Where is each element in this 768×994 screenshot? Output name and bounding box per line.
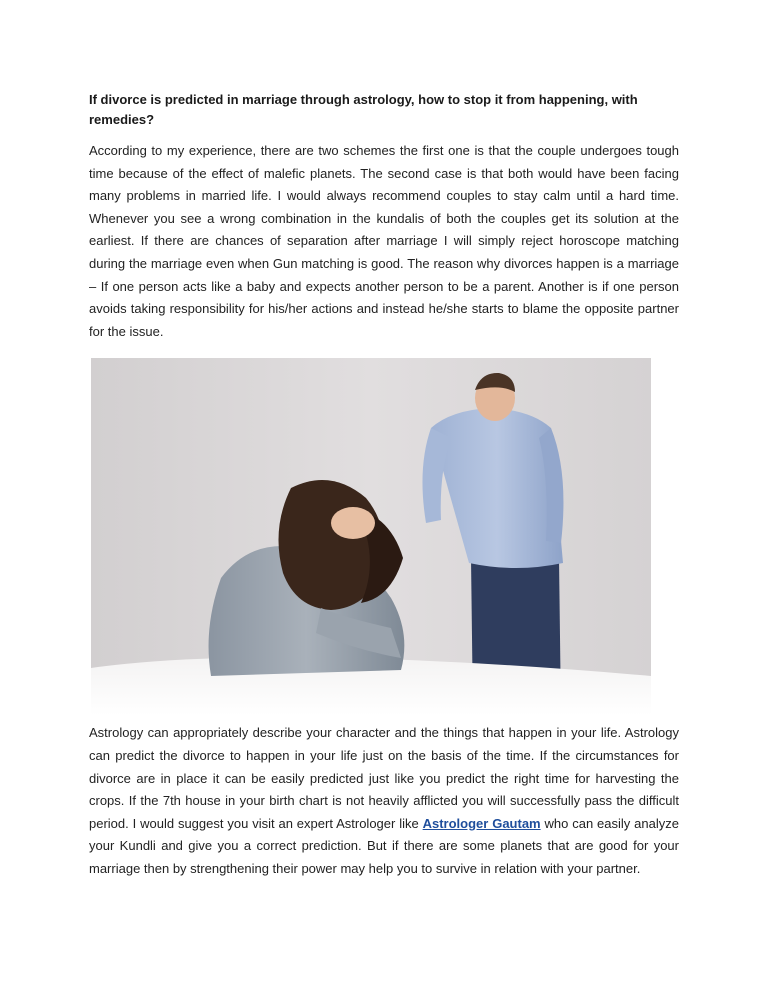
couple-photo	[91, 358, 651, 716]
astrology-paragraph	[89, 722, 679, 880]
article-title: If divorce is predicted in marriage through astrology, how to stop it from happening, with remedies?	[89, 92, 638, 127]
article-body	[89, 90, 679, 881]
astrology-paragraph-tail: who can easily analyze your Kundli and give you a correct prediction. But if there are some planets that are good for your marriage then by strengthening their power may help you to survive in relation with your partner.	[89, 815, 679, 876]
astrology-paragraph-lead: Astrology can appropriately describe your character and the things that happen in your life. Astrology can predict the divorce to happen in your life just on the basis of the time. If the circumstances for divorce are in place it can be easily predicted just like you predict the right time for harvesting the crops. If the 7th house in your birth chart is not heavily afflicted you will successfully pass the difficult period. I would suggest you visit an expert Astrologer like	[89, 725, 679, 831]
couple-illustration	[91, 358, 651, 716]
astrologer-gautam-link[interactable]: Astrologer Gautam	[422, 815, 541, 831]
intro-paragraph: According to my experience, there are two schemes the first one is that the couple undergoes tough time because of the effect of malefic planets. The second case is that both would have been facing many problems in married life. I would always recommend couples to stay calm until a hard time. Whenever you see a wrong combination in the kundalis of both the couples get its solution at the earliest. If there are chances of separation after marriage I will simply reject horoscope matching during the marriage even when Gun matching is good. The reason why divorces happen is a marriage – If one person acts like a baby and expects another person to be a parent. Another is if one person avoids taking responsibility for his/her actions and instead he/she starts to blame the opposite partner for the issue.	[89, 143, 679, 339]
